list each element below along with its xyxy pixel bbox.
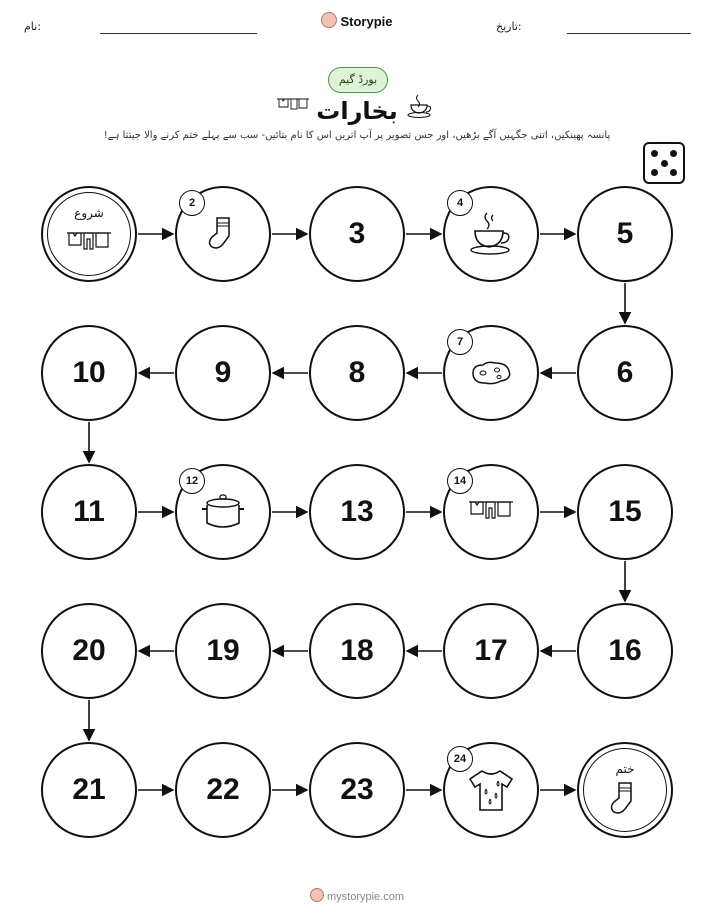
board-square-2 [175, 186, 271, 282]
board-square-17 [443, 603, 539, 699]
page-title: بخارات [316, 97, 398, 125]
date-label: تاریخ: [496, 20, 522, 33]
pot-icon [199, 491, 247, 533]
board-square-5 [577, 186, 673, 282]
board-square-10 [41, 325, 137, 421]
wet-shirt-icon [466, 767, 516, 813]
square-number: 9 [214, 356, 232, 389]
square-number: 10 [72, 356, 106, 389]
square-badge: 14 [447, 468, 473, 494]
square-number: 8 [348, 356, 366, 389]
square-number: 20 [72, 634, 106, 667]
square-number: 5 [616, 217, 634, 250]
instructions: پانسہ پھینکیں، اتنی جگہیں آگے بڑھیں، اور جس تصویر پر آپ اتریں اس کا نام بتائیں- سب سے پہلے ختم کرنے والا جیتتا ہے! [103, 130, 611, 141]
square-number: 11 [73, 495, 105, 528]
square-number: 16 [608, 634, 642, 667]
square-badge: 2 [179, 190, 205, 216]
square-number: 17 [474, 634, 508, 667]
square-number: 23 [340, 773, 374, 806]
board-square-6 [577, 325, 673, 421]
square-badge: 24 [447, 746, 473, 772]
footer [0, 888, 714, 903]
name-label: نام: [24, 20, 41, 33]
board-square-7 [443, 325, 539, 421]
board-square-25 [577, 742, 673, 838]
board-square-9 [175, 325, 271, 421]
square-badge: 7 [447, 329, 473, 355]
square-number: 6 [616, 356, 634, 389]
square-number: 3 [348, 217, 366, 250]
board-square-21 [41, 742, 137, 838]
board-square-1 [41, 186, 137, 282]
brand-name: Storypie [340, 14, 393, 29]
start-label: شروع [74, 206, 104, 220]
board-square-15 [577, 464, 673, 560]
board-square-3 [309, 186, 405, 282]
sock-icon [203, 214, 243, 254]
puddle-icon [469, 359, 513, 387]
teacup-icon [467, 211, 515, 257]
square-badge: 4 [447, 190, 473, 216]
board-square-13 [309, 464, 405, 560]
square-number: 18 [340, 634, 374, 667]
board-square-20 [41, 603, 137, 699]
footer-url: mystorypie.com [326, 891, 405, 903]
square-badge: 12 [179, 468, 205, 494]
category-badge: بورڈ گیم [328, 67, 388, 93]
board-square-12 [175, 464, 271, 560]
square-number: 15 [608, 495, 642, 528]
square-number: 22 [206, 773, 240, 806]
board-square-18 [309, 603, 405, 699]
clothesline-icon [66, 229, 112, 257]
clothesline-icon [468, 498, 514, 526]
board-square-16 [577, 603, 673, 699]
board-square-24 [443, 742, 539, 838]
board-square-14 [443, 464, 539, 560]
board-square-11 [41, 464, 137, 560]
storypie-footer-logo-icon [310, 888, 324, 902]
square-number: 13 [340, 495, 374, 528]
board-square-4 [443, 186, 539, 282]
board-square-8 [309, 325, 405, 421]
square-number: 19 [206, 634, 240, 667]
square-number: 21 [72, 773, 106, 806]
sock-icon [605, 779, 645, 819]
board-square-22 [175, 742, 271, 838]
board-square-19 [175, 603, 271, 699]
board-square-23 [309, 742, 405, 838]
finish-label: ختم [615, 762, 635, 776]
